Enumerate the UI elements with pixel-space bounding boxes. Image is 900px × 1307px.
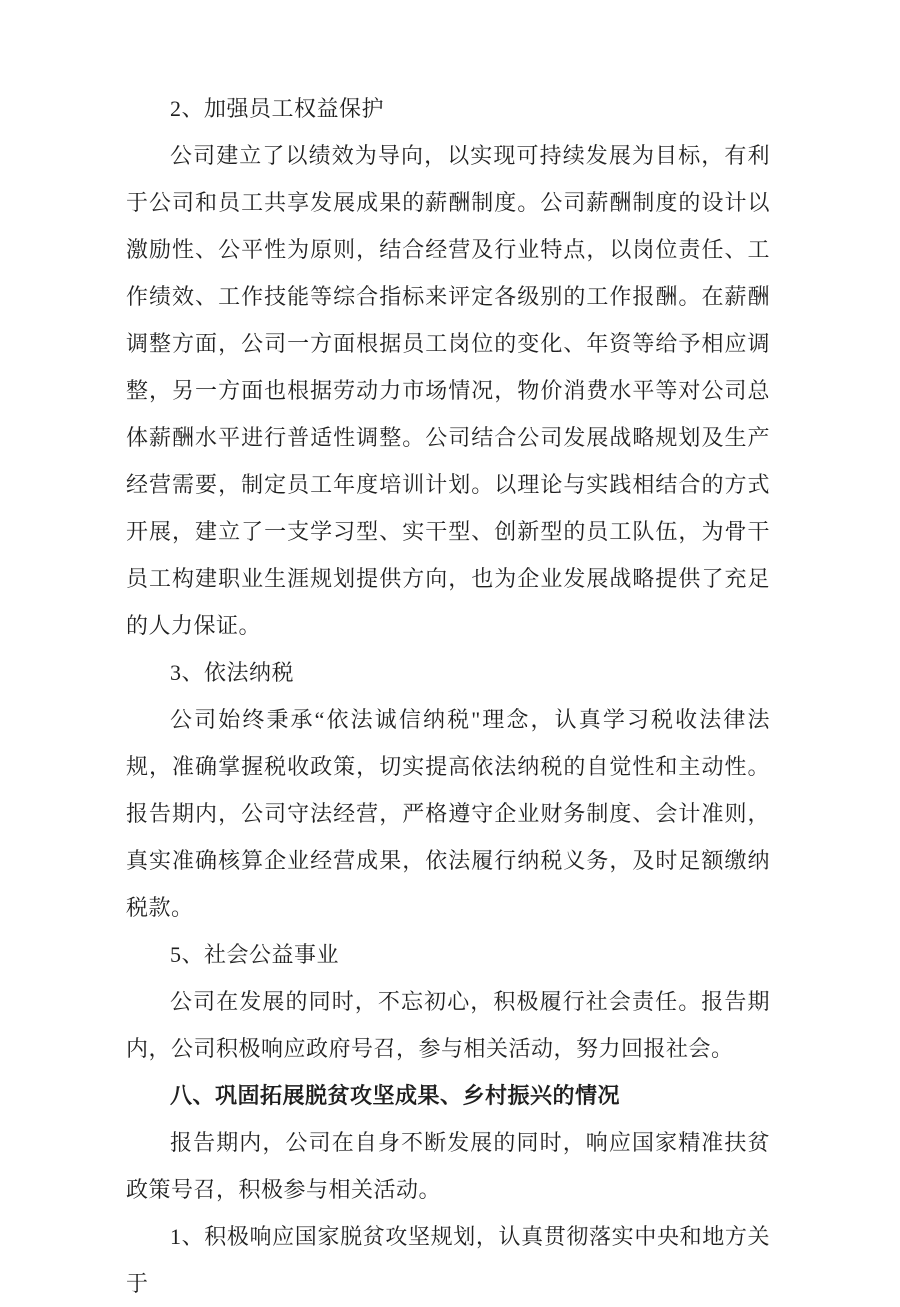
subheading-public-welfare: 5、社会公益事业: [170, 942, 340, 967]
paragraph-poverty-alleviation-item-1: 1、积极响应国家脱贫攻坚规划，认真贯彻落实中央和地方关于: [126, 1224, 770, 1296]
paragraph-tax-compliance-detail: 公司始终秉承“依法诚信纳税"理念，认真学习税收法律法规，准确掌握税收政策，切实提高依法纳税的自觉性和主动性。报告期内，公司守法经营，严格遵守企业财务制度、会计准则，真实准确核算企业经营成果，依法履行纳税义务，及时足额缴纳税款。: [126, 707, 770, 920]
paragraph-compensation-and-training: 公司建立了以绩效为导向，以实现可持续发展为目标，有利于公司和员工共享发展成果的薪酬制度。公司薪酬制度的设计以激励性、公平性为原则，结合经营及行业特点，以岗位责任、工作绩效、工作技能等综合指标来评定各级别的工作报酬。在薪酬调整方面，公司一方面根据员工岗位的变化、年资等给予相应调整，另一方面也根据劳动力市场情况，物价消费水平等对公司总体薪酬水平进行普适性调整。公司结合公司发展战略规划及生产经营需要，制定员工年度培训计划。以理论与实践相结合的方式开展，建立了一支学习型、实干型、创新型的员工队伍，为骨干员工构建职业生涯规划提供方向，也为企业发展战略提供了充足的人力保证。: [126, 143, 770, 638]
paragraph-public-welfare-detail: 公司在发展的同时，不忘初心，积极履行社会责任。报告期内，公司积极响应政府号召，参与相关活动，努力回报社会。: [126, 989, 770, 1061]
subheading-employee-rights-protection: 2、加强员工权益保护: [170, 96, 385, 121]
section-heading-poverty-alleviation-rural-revitalization: 八、巩固拓展脱贫攻坚成果、乡村振兴的情况: [170, 1083, 621, 1108]
document-content: [126, 85, 770, 1307]
paragraph-poverty-alleviation-intro: 报告期内，公司在自身不断发展的同时，响应国家精准扶贫政策号召，积极参与相关活动。: [126, 1130, 770, 1202]
subheading-tax-compliance: 3、依法纳税: [170, 660, 295, 685]
